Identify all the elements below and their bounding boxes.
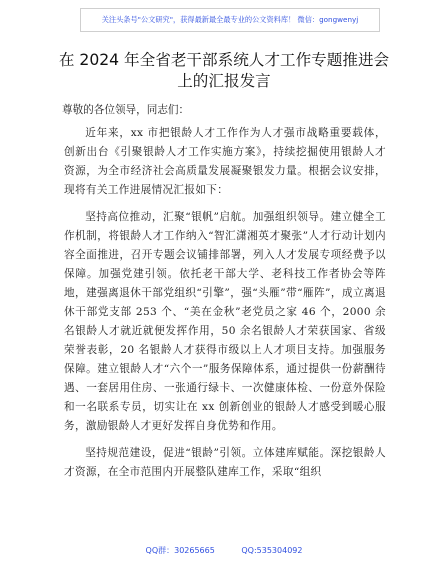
footer-qq: QQ:535304092	[241, 546, 303, 555]
title-line-2: 上的汇报发言	[177, 72, 271, 90]
title-line-1: 在 2024 年全省老干部系统人才工作专题推进会	[58, 51, 390, 69]
document-body	[64, 124, 386, 490]
paragraph: 坚持高位推动，汇聚“银帆”启航。加强组织领导。建立健全工作机制，将银龄人才工作纳入“智汇潇湘英才聚张”人才行动计划内容全面推进，召开专题会议铺排部署，列入人才发展专项经费予以保障。加强党建引领。依托老干部大学、老科技工作者协会等阵地，建强离退休干部党组织“引擎”，强“头雁”带“雁阵”，成立离退休干部党支部 253 个、“美在金秋”老党员之家 46 个，2000 余名银龄人才就近就便发挥作用，50 余名银龄人才荣获国家、省级荣誉表彰，20 名银龄人才获得市级以上人才项目支持。加强服务保障。建立银龄人才“六个一”服务保障体系，通过提供一份薪酬待遇、一套居用住房、一张通行绿卡、一次健康体检、一份意外保险和一名联系专员，切实让在 xx 创新创业的银龄人才感受到暖心服务，激励银龄人才更好发挥自身优势和作用。	[64, 211, 386, 432]
greeting: 尊敬的各位领导，同志们：	[62, 104, 190, 116]
footer-qq-group: QQ群：30265665	[145, 546, 215, 555]
banner-text: 关注头条号"公文研究"，获得最新最全最专业的公文资料库！ 微信：gongwenyj	[101, 15, 359, 24]
footer-contact	[0, 545, 448, 556]
document-title	[0, 50, 448, 92]
paragraph: 坚持规范建设，促进“银龄”引领。立体建库赋能。深挖银龄人才资源，在全市范围内开展整队建库工作，采取“组织	[64, 447, 386, 478]
paragraph: 近年来，xx 市把银龄人才工作作为人才强市战略重要载体，创新出台《引聚银龄人才工作实施方案》，持续挖掘使用银龄人才资源，为全市经济社会高质量发展凝聚银发力量。根据会议安排，现将有关工作进展情况汇报如下：	[64, 127, 386, 196]
header-banner	[80, 8, 380, 32]
